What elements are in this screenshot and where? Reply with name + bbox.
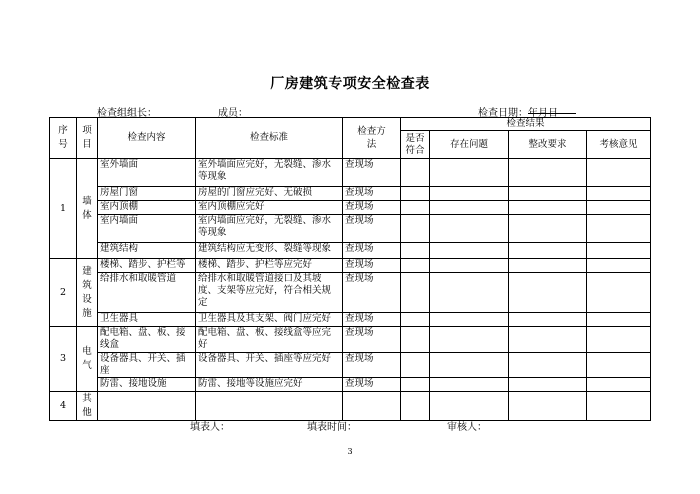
table-row xyxy=(50,353,651,378)
cell-problem-input[interactable] xyxy=(430,187,509,201)
header-problem: 存在问题 xyxy=(430,131,509,159)
group-item: 其他 xyxy=(77,392,98,421)
cell-standard: 建筑结构应无变形、裂缝等现象 xyxy=(196,243,343,259)
group-seq: 4 xyxy=(50,392,77,421)
cell-content: 给排水和取暖管道 xyxy=(98,273,196,313)
cell-opinion-input[interactable] xyxy=(587,327,651,353)
cell-conform-input[interactable] xyxy=(401,215,430,243)
cell-method: 查现场 xyxy=(343,273,401,313)
cell-method: 查现场 xyxy=(343,215,401,243)
date-label: 检查日期： xyxy=(478,108,528,119)
header-seq: 序号 xyxy=(50,118,77,159)
cell-method: 查现场 xyxy=(343,201,401,215)
cell-standard: 配电箱、盘、板、接线盒等应完好 xyxy=(196,327,343,353)
cell-rectify-input[interactable] xyxy=(509,201,587,215)
cell-content xyxy=(98,392,196,421)
cell-standard: 设备器具、开关、插座等应完好 xyxy=(196,353,343,378)
cell-problem-input[interactable] xyxy=(430,259,509,273)
header-opinion: 考核意见 xyxy=(587,131,651,159)
table-row-empty xyxy=(50,392,651,421)
cell-standard: 给排水和取暖管道接口及其坡度、支架等应完好，符合相关规定 xyxy=(196,273,343,313)
cell-content: 设备器具、开关、插座 xyxy=(98,353,196,378)
header-standard: 检查标准 xyxy=(196,118,343,159)
table-row xyxy=(50,201,651,215)
cell-method: 查现场 xyxy=(343,159,401,187)
fill-time-label: 填表时间： xyxy=(307,422,357,433)
table-row xyxy=(50,378,651,392)
cell-opinion-input[interactable] xyxy=(587,273,651,313)
cell-problem-input[interactable] xyxy=(430,313,509,327)
cell-rectify-input[interactable] xyxy=(509,187,587,201)
cell-content: 卫生器具 xyxy=(98,313,196,327)
cell-rectify-input[interactable] xyxy=(509,327,587,353)
table-row xyxy=(50,313,651,327)
header-conform: 是否符合 xyxy=(401,131,430,159)
group-item: 电气 xyxy=(77,327,98,392)
cell-opinion-input[interactable] xyxy=(587,313,651,327)
cell-opinion-input[interactable] xyxy=(587,243,651,259)
header-result: 检查结果 xyxy=(401,118,651,131)
header-method: 检查方法 xyxy=(343,118,401,159)
cell-problem-input[interactable] xyxy=(430,215,509,243)
cell-content: 房屋门窗 xyxy=(98,187,196,201)
inspection-table xyxy=(49,117,651,421)
cell-standard: 房屋的门窗应完好、无破损 xyxy=(196,187,343,201)
cell-content: 建筑结构 xyxy=(98,243,196,259)
table-row xyxy=(50,327,651,353)
cell-conform-input[interactable] xyxy=(401,378,430,392)
cell-content: 楼梯、踏步、护栏等 xyxy=(98,259,196,273)
cell-rectify-input[interactable] xyxy=(509,313,587,327)
inspection-table-body xyxy=(50,159,651,421)
cell-standard: 室内墙面应完好，无裂缝、渗水等现象 xyxy=(196,215,343,243)
cell-conform-input[interactable] xyxy=(401,259,430,273)
table-row xyxy=(50,273,651,313)
cell-method: 查现场 xyxy=(343,259,401,273)
cell-opinion-input[interactable] xyxy=(587,159,651,187)
cell-conform-input[interactable] xyxy=(401,273,430,313)
cell-standard xyxy=(196,392,343,421)
day-label: 日 xyxy=(548,108,558,119)
group-seq: 3 xyxy=(50,327,77,392)
cell-method: 查现场 xyxy=(343,313,401,327)
cell-content: 室外墙面 xyxy=(98,159,196,187)
cell-problem-input[interactable] xyxy=(430,392,509,421)
cell-conform-input[interactable] xyxy=(401,187,430,201)
header-item: 项目 xyxy=(77,118,98,159)
cell-content: 防雷、接地设施 xyxy=(98,378,196,392)
cell-problem-input[interactable] xyxy=(430,201,509,215)
cell-rectify-input[interactable] xyxy=(509,378,587,392)
cell-problem-input[interactable] xyxy=(430,243,509,259)
cell-standard: 防雷、接地等设施应完好 xyxy=(196,378,343,392)
cell-rectify-input[interactable] xyxy=(509,259,587,273)
cell-standard: 卫生器具及其支架、阀门应完好 xyxy=(196,313,343,327)
group-seq: 2 xyxy=(50,259,77,327)
year-label: 年 xyxy=(528,108,538,119)
cell-opinion-input[interactable] xyxy=(587,201,651,215)
cell-opinion-input[interactable] xyxy=(587,215,651,243)
group-leader-label: 检查组组长： xyxy=(97,108,157,119)
header-content: 检查内容 xyxy=(98,118,196,159)
members-label: 成员： xyxy=(218,108,248,119)
page-number: 3 xyxy=(347,447,353,456)
cell-problem-input[interactable] xyxy=(430,353,509,378)
group-item: 建筑设施 xyxy=(77,259,98,327)
cell-opinion-input[interactable] xyxy=(587,392,651,421)
page-title: 厂房建筑专项安全检查表 xyxy=(270,76,430,92)
day-blank xyxy=(548,104,576,114)
cell-method: 查现场 xyxy=(343,353,401,378)
cell-content: 配电箱、盘、板、接线盒 xyxy=(98,327,196,353)
group-seq: 1 xyxy=(50,159,77,259)
table-row xyxy=(50,259,651,273)
cell-problem-input[interactable] xyxy=(430,159,509,187)
cell-conform-input[interactable] xyxy=(401,313,430,327)
table-row xyxy=(50,243,651,259)
cell-rectify-input[interactable] xyxy=(509,392,587,421)
month-label: 月 xyxy=(538,108,548,119)
cell-content: 室内墙面 xyxy=(98,215,196,243)
table-row xyxy=(50,187,651,201)
cell-opinion-input[interactable] xyxy=(587,259,651,273)
group-item: 墙体 xyxy=(77,159,98,259)
reviewer-label: 审核人： xyxy=(447,422,487,433)
cell-rectify-input[interactable] xyxy=(509,215,587,243)
cell-rectify-input[interactable] xyxy=(509,159,587,187)
cell-problem-input[interactable] xyxy=(430,327,509,353)
cell-conform-input[interactable] xyxy=(401,243,430,259)
cell-method: 查现场 xyxy=(343,187,401,201)
cell-standard: 楼梯、踏步、护栏等应完好 xyxy=(196,259,343,273)
cell-problem-input[interactable] xyxy=(430,273,509,313)
cell-rectify-input[interactable] xyxy=(509,243,587,259)
cell-rectify-input[interactable] xyxy=(509,273,587,313)
cell-method xyxy=(343,392,401,421)
cell-method: 查现场 xyxy=(343,378,401,392)
filler-label: 填表人： xyxy=(190,422,230,433)
cell-method: 查现场 xyxy=(343,243,401,259)
cell-conform-input[interactable] xyxy=(401,392,430,421)
header-rectify: 整改要求 xyxy=(509,131,587,159)
cell-opinion-input[interactable] xyxy=(587,378,651,392)
cell-conform-input[interactable] xyxy=(401,201,430,215)
cell-rectify-input[interactable] xyxy=(509,353,587,378)
inspection-meta xyxy=(0,104,700,118)
cell-method: 查现场 xyxy=(343,327,401,353)
cell-conform-input[interactable] xyxy=(401,159,430,187)
cell-opinion-input[interactable] xyxy=(587,187,651,201)
cell-standard: 室内顶棚应完好 xyxy=(196,201,343,215)
cell-conform-input[interactable] xyxy=(401,353,430,378)
table-row xyxy=(50,159,651,187)
cell-conform-input[interactable] xyxy=(401,327,430,353)
cell-standard: 室外墙面应完好，无裂缝、渗水等现象 xyxy=(196,159,343,187)
cell-content: 室内顶棚 xyxy=(98,201,196,215)
table-row xyxy=(50,215,651,243)
cell-problem-input[interactable] xyxy=(430,378,509,392)
cell-opinion-input[interactable] xyxy=(587,353,651,378)
